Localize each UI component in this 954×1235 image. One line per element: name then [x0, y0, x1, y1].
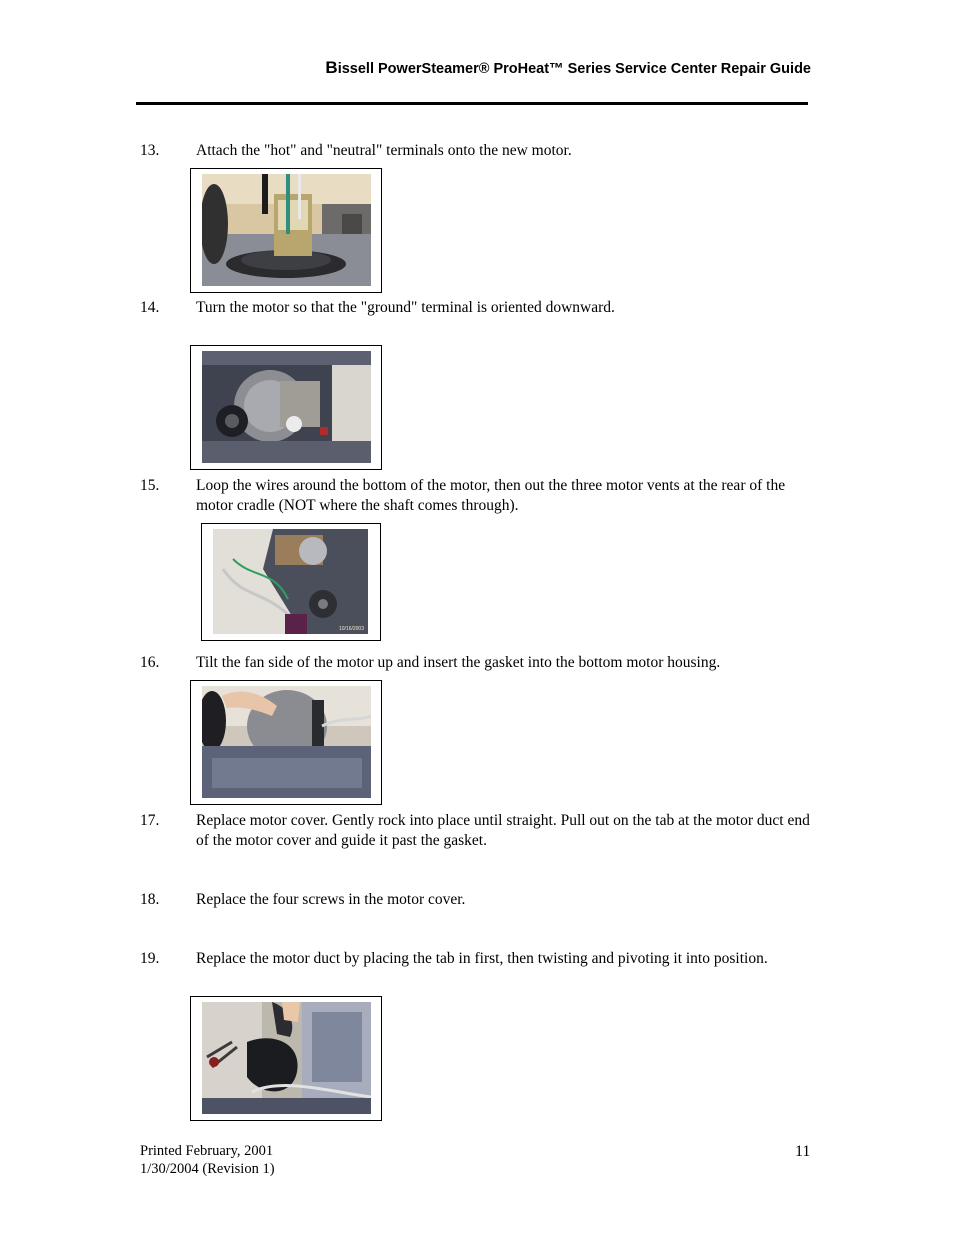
photo-motor-terminals: [202, 174, 371, 286]
step-text: Replace the four screws in the motor cover.: [196, 891, 466, 908]
step-number: 15.: [140, 477, 160, 494]
photo-gasket-insert: [202, 686, 371, 798]
step-number: 18.: [140, 891, 160, 908]
step-number: 17.: [140, 812, 160, 829]
step-number: 14.: [140, 299, 160, 316]
step-number: 13.: [140, 142, 160, 159]
photo-wire-loop: [213, 529, 368, 634]
photo-motor-duct: [202, 1002, 371, 1114]
header-rule: [136, 102, 808, 105]
step-number: 16.: [140, 654, 160, 671]
header-initial: B: [325, 58, 338, 77]
step-text: Replace motor cover. Gently rock into place until straight. Pull out on the tab at the motor duct end of the motor cover and guide it past the gasket.: [196, 812, 810, 849]
footer-revision: 1/30/2004 (Revision 1): [140, 1161, 275, 1177]
document-header: [0, 58, 811, 78]
step-text: Replace the motor duct by placing the tab in first, then twisting and pivoting it into position.: [196, 950, 768, 967]
header-title: issell PowerSteamer® ProHeat™ Series Service Center Repair Guide: [337, 61, 811, 77]
page-number: 11: [795, 1143, 811, 1160]
step-text: Loop the wires around the bottom of the motor, then out the three motor vents at the rear of the motor cradle (NOT where the shaft comes through).: [196, 477, 786, 514]
photo-date-stamp: 10/16/2003: [338, 626, 364, 632]
footer-printed: Printed February, 2001: [140, 1143, 274, 1159]
step-text: Attach the "hot" and "neutral" terminals onto the new motor.: [196, 142, 572, 159]
step-number: 19.: [140, 950, 160, 967]
photo-ground-terminal: [202, 351, 371, 463]
step-text: Tilt the fan side of the motor up and insert the gasket into the bottom motor housing.: [196, 654, 721, 671]
step-text: Turn the motor so that the "ground" terminal is oriented downward.: [196, 299, 615, 316]
